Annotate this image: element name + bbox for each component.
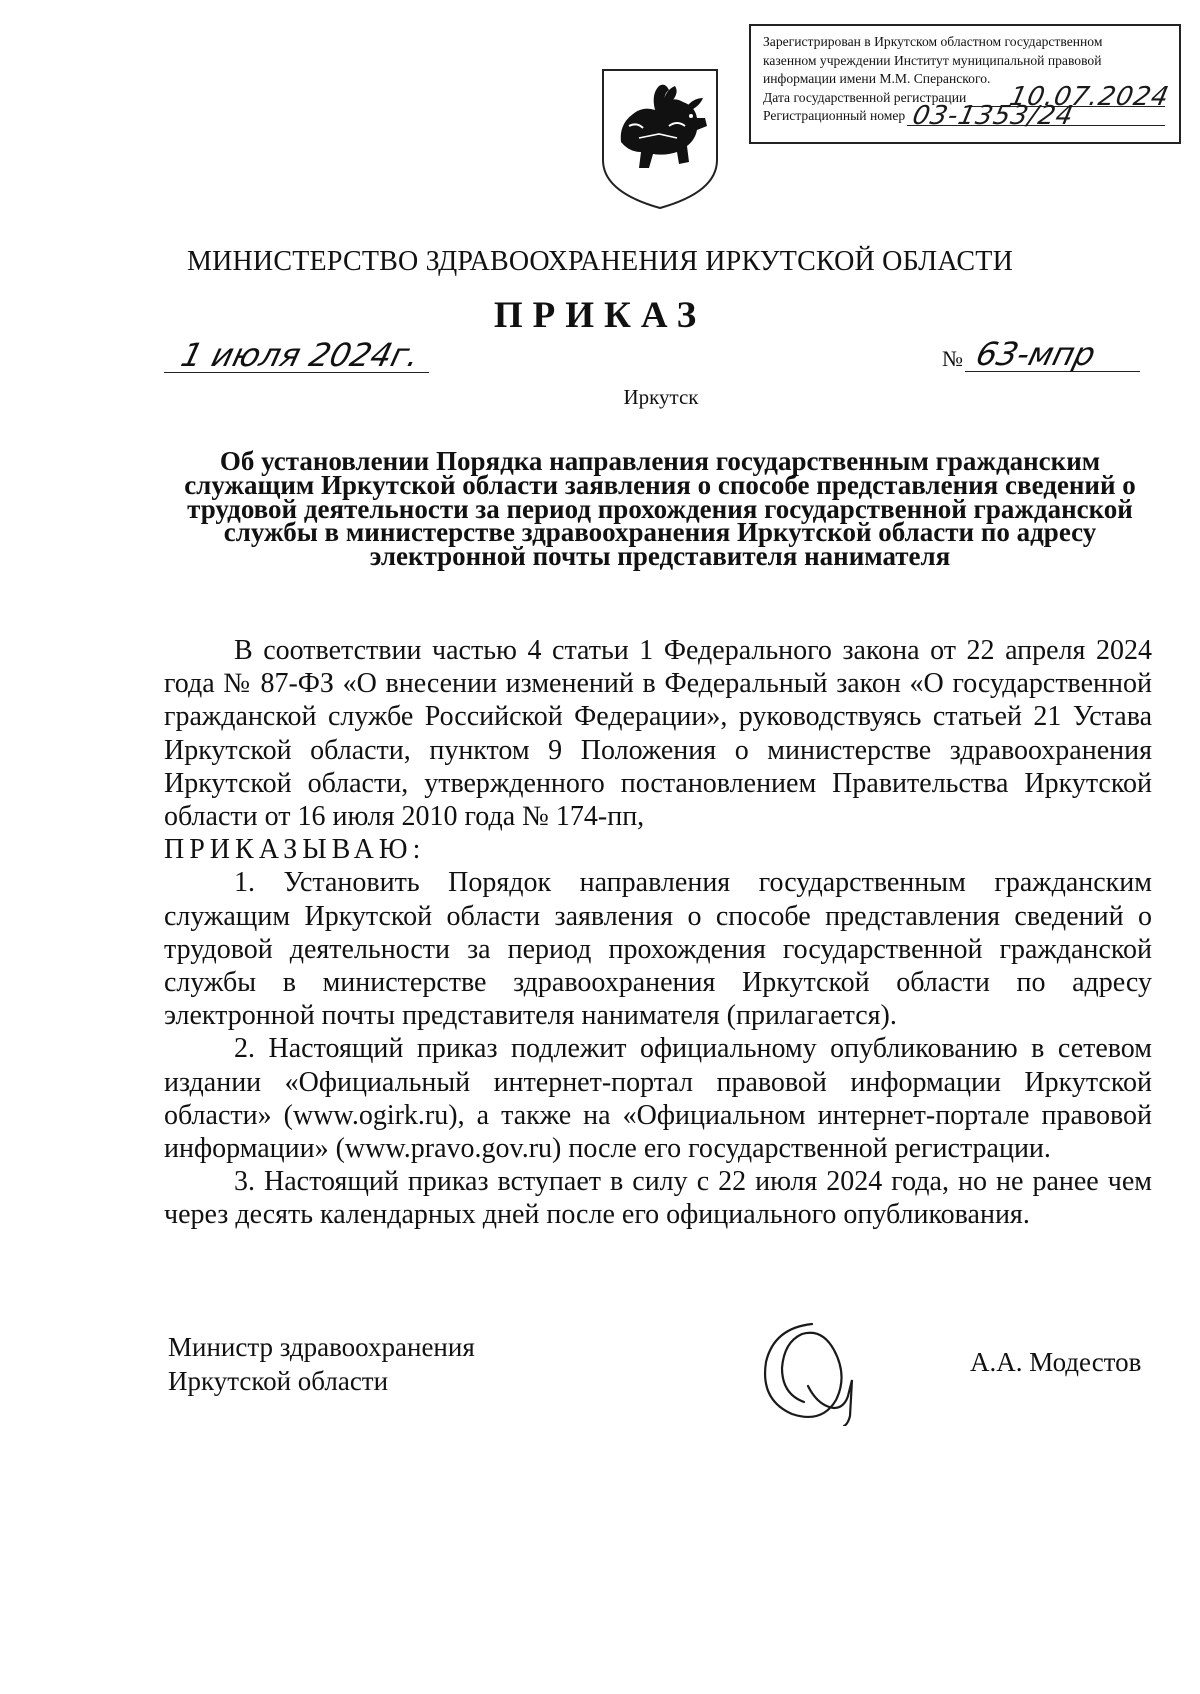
order-date-handwritten: 1 июля 2024г. [177, 336, 424, 374]
order-subject: Об установлении Порядка направления государственным гражданским служащим Иркутской области заявления о способе представления сведений о трудовой деятельности за период прохождения государственной гражданской службы в министерстве здравоохранения Иркутской области по адресу электронной почты представителя нанимателя [184, 446, 1136, 572]
order-body [164, 634, 1152, 1232]
stamp-reg-row [763, 100, 1169, 131]
stamp-date-value: 10.07.2024 [1007, 82, 1173, 113]
stamp-date-label: Дата государственной регистрации [763, 89, 967, 105]
registration-stamp [749, 24, 1181, 144]
city-name: Иркутск [623, 385, 699, 409]
order-date-field [164, 338, 429, 373]
handwritten-signature-icon [752, 1316, 872, 1426]
order-directive: ПРИКАЗЫВАЮ: [164, 834, 426, 866]
stamp-reg-value: 03-1353/24 [909, 100, 1077, 131]
order-item-2: 2. Настоящий приказ подлежит официальному опубликованию в сетевом издании «Официальный интернет-портал правовой информации Иркутской области» (www.ogirk.ru), а также на «Официальном интернет-портале правовой информации» (www.pravo.gov.ru) после его государственной регистрации. [164, 1033, 1152, 1165]
city-line [0, 385, 1200, 410]
stamp-reg-field [907, 100, 1165, 131]
stamp-line-1: Зарегистрирован в Иркутском областном государственном [763, 34, 1103, 49]
order-item-3: 3. Настоящий приказ вступает в силу с 22 июля 2024 года, но не ранее чем через десять календарных дней после его официального опубликования. [164, 1166, 1152, 1231]
stamp-reg-label: Регистрационный номер [763, 108, 906, 124]
order-number-field [942, 335, 1140, 373]
order-number-underline [965, 337, 1140, 372]
signer-position-line-2: Иркутской области [168, 1366, 389, 1396]
irkutsk-coat-of-arms-icon [599, 64, 721, 211]
stamp-line-2: казенном учреждении Институт муниципальной правовой [763, 52, 1102, 68]
order-item-1: 1. Установить Порядок направления государственным гражданским служащим Иркутской области заявления о способе представления сведений о трудовой деятельности за период прохождения государственной гражданской службы в министерстве здравоохранения Иркутской области по адресу электронной почты представителя нанимателя (прилагается). [164, 867, 1152, 1032]
ministry-name: МИНИСТЕРСТВО ЗДРАВООХРАНЕНИЯ ИРКУТСКОЙ ОБЛАСТИ [186, 246, 1013, 277]
stamp-line-3: информации имени М.М. Сперанского. [763, 71, 991, 87]
order-number-handwritten: 63-мпр [972, 335, 1100, 373]
document-title: ПРИКАЗ [493, 295, 707, 336]
signer-position [168, 1330, 475, 1398]
signer-position-line-1: Министр здравоохранения [168, 1332, 475, 1362]
number-sign: № [942, 346, 963, 371]
signer-name: А.А. Модестов [970, 1347, 1142, 1377]
preamble-paragraph: В соответствии частью 4 статьи 1 Федерального закона от 22 апреля 2024 года № 87-ФЗ «О внесении изменений в Федеральный закон «О государственной гражданской службе Российской Федерации», руководствуясь статьей 21 Устава Иркутской области, пунктом 9 Положения о министерстве здравоохранения Иркутской области, утвержденного постановлением Правительства Иркутской области от 16 июля 2010 года № 174-пп, [164, 635, 1152, 833]
